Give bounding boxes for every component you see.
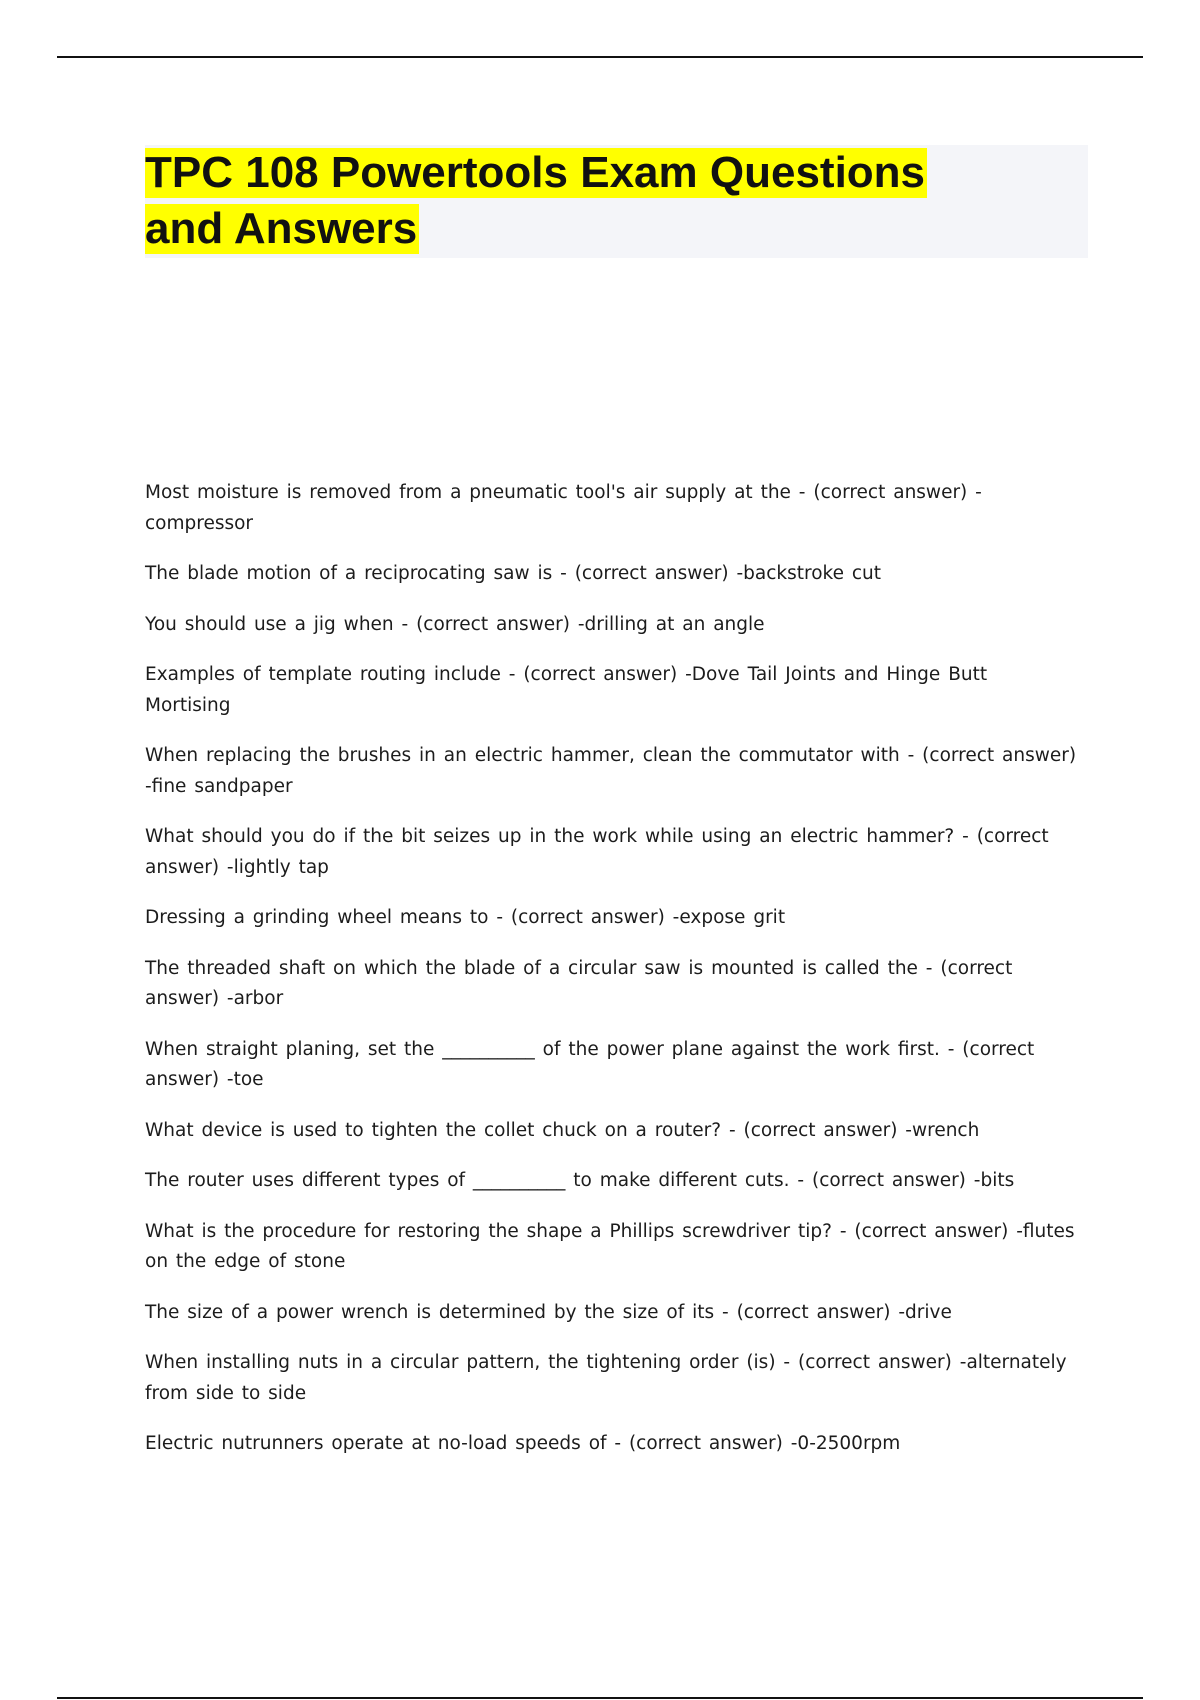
question-item: The threaded shaft on which the blade of a circular saw is mounted is called the - (correct answer) -arbor [145,957,1013,1009]
question-item: When replacing the brushes in an electric hammer, clean the commutator with - (correct answer) -fine sandpaper [145,745,1077,797]
question-item: The router uses different types of __________ to make different cuts. - (correct answer) -bits [145,1170,1015,1191]
question-item: Dressing a grinding wheel means to - (correct answer) -expose grit [145,907,786,928]
question-item: What is the procedure for restoring the shape a Phillips screwdriver tip? - (correct answer) -flutes on the edge of stone [145,1220,1075,1272]
title-line-2: and Answers [145,204,418,253]
question-item: When installing nuts in a circular pattern, the tightening order (is) - (correct answer) -alternately from side to side [145,1352,1067,1404]
title-line-1: TPC 108 Powertools Exam Questions [145,148,926,197]
question-item: You should use a jig when - (correct answer) -drilling at an angle [145,613,765,635]
question-item: When straight planing, set the __________ of the power plane against the work first. - (correct answer) -toe [145,1038,1035,1090]
question-item: Examples of template routing include - (correct answer) -Dove Tail Joints and Hinge Butt Mortising [145,664,988,716]
question-list [145,478,1080,1480]
title-block [145,145,1088,258]
question-item: Electric nutrunners operate at no-load speeds of - (correct answer) -0-2500rpm [145,1433,901,1454]
question-item: What should you do if the bit seizes up in the work while using an electric hammer? - (correct answer) -lightly tap [145,826,1049,878]
question-item: The blade motion of a reciprocating saw is - (correct answer) -backstroke cut [145,563,882,584]
question-item: Most moisture is removed from a pneumatic tool's air supply at the - (correct answer) -compressor [145,482,982,534]
document-title [145,145,1088,257]
question-item: The size of a power wrench is determined by the size of its - (correct answer) -drive [145,1301,952,1323]
bottom-rule [57,1697,1143,1699]
question-item: What device is used to tighten the collet chuck on a router? - (correct answer) -wrench [145,1119,980,1141]
top-rule [57,56,1143,58]
